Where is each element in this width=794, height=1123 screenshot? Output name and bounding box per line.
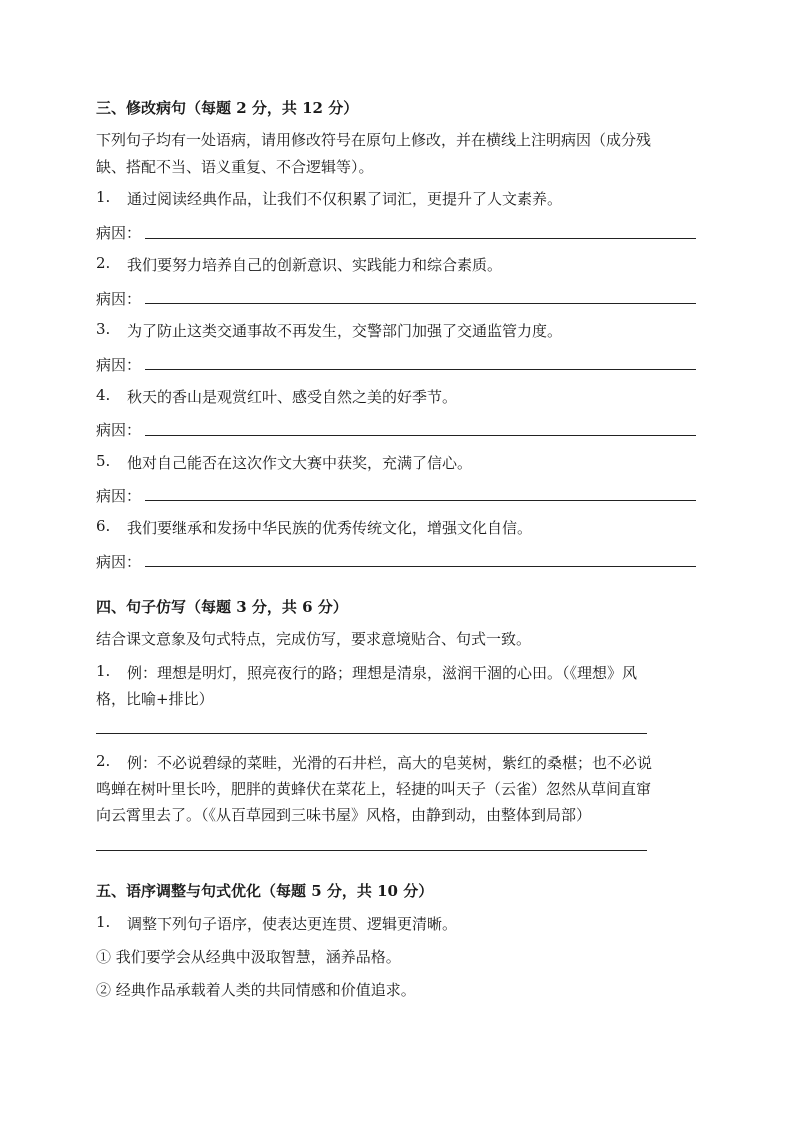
question-3-3-number: 3. [96,320,111,338]
reason-label-2: 病因： [96,290,142,308]
reason-answer-line-6[interactable] [145,566,696,567]
question-3-4-number: 4. [96,386,111,404]
reason-answer-line-5[interactable] [145,500,696,501]
question-4-1-line-1: 例：理想是明灯，照亮夜行的路；理想是清泉，滋润干涸的心田。（《理想》风 [127,664,638,682]
reason-label-3: 病因： [96,356,142,374]
question-3-5-number: 5. [96,452,111,470]
section-5-heading: 五、语序调整与句式优化（每题 5 分，共 10 分） [96,882,434,900]
reason-answer-line-1[interactable] [145,238,696,239]
imitation-answer-line-1[interactable] [96,733,647,734]
reason-label-6: 病因： [96,553,142,571]
section-3-heading: 三、修改病句（每题 2 分，共 12 分） [96,99,359,117]
question-3-2-text: 我们要努力培养自己的创新意识、实践能力和综合素质。 [127,256,503,274]
question-5-1-number: 1. [96,913,111,931]
question-3-6-text: 我们要继承和发扬中华民族的优秀传统文化，增强文化自信。 [127,519,533,537]
section-4-heading: 四、句子仿写（每题 3 分，共 6 分） [96,598,348,616]
question-3-2-number: 2. [96,254,111,272]
question-4-2-line-2: 鸣蝉在树叶里长吟，肥胖的黄蜂伏在菜花上，轻捷的叫天子（云雀）忽然从草间直窜 [96,780,652,798]
section-3-instruction-line-1: 下列句子均有一处语病，请用修改符号在原句上修改，并在横线上注明病因（成分残 [96,131,652,149]
question-3-5-text: 他对自己能否在这次作文大赛中获奖，充满了信心。 [127,454,473,472]
question-3-4-text: 秋天的香山是观赏红叶、感受自然之美的好季节。 [127,388,458,406]
question-4-2-line-3: 向云霄里去了。（《从百草园到三味书屋》风格，由静到动，由整体到局部） [96,806,592,824]
question-3-1-number: 1. [96,188,111,206]
question-5-1-text: 调整下列句子语序，使表达更连贯、逻辑更清晰。 [127,915,458,933]
question-4-1-line-2: 格，比喻+排比） [96,690,214,708]
reason-answer-line-3[interactable] [145,369,696,370]
sentence-1: ① 我们要学会从经典中汲取智慧，涵养品格。 [96,948,401,966]
reason-label-4: 病因： [96,421,142,439]
sentence-2: ② 经典作品承载着人类的共同情感和价值追求。 [96,981,416,999]
reason-label-1: 病因： [96,224,142,242]
question-4-2-line-1: 例：不必说碧绿的菜畦，光滑的石井栏，高大的皂荚树，紫红的桑椹；也不必说 [127,754,653,772]
question-4-2-number: 2. [96,752,111,770]
question-3-6-number: 6. [96,517,111,535]
section-4-instruction: 结合课文意象及句式特点，完成仿写，要求意境贴合、句式一致。 [96,630,532,648]
question-3-3-text: 为了防止这类交通事故不再发生，交警部门加强了交通监管力度。 [127,322,563,340]
reason-answer-line-4[interactable] [145,435,696,436]
imitation-answer-line-2[interactable] [96,850,647,851]
question-3-1-text: 通过阅读经典作品，让我们不仅积累了词汇，更提升了人文素养。 [127,190,563,208]
question-4-1-number: 1. [96,662,111,680]
reason-label-5: 病因： [96,487,142,505]
section-3-instruction-line-2: 缺、搭配不当、语义重复、不合逻辑等）。 [96,158,374,176]
reason-answer-line-2[interactable] [145,303,696,304]
